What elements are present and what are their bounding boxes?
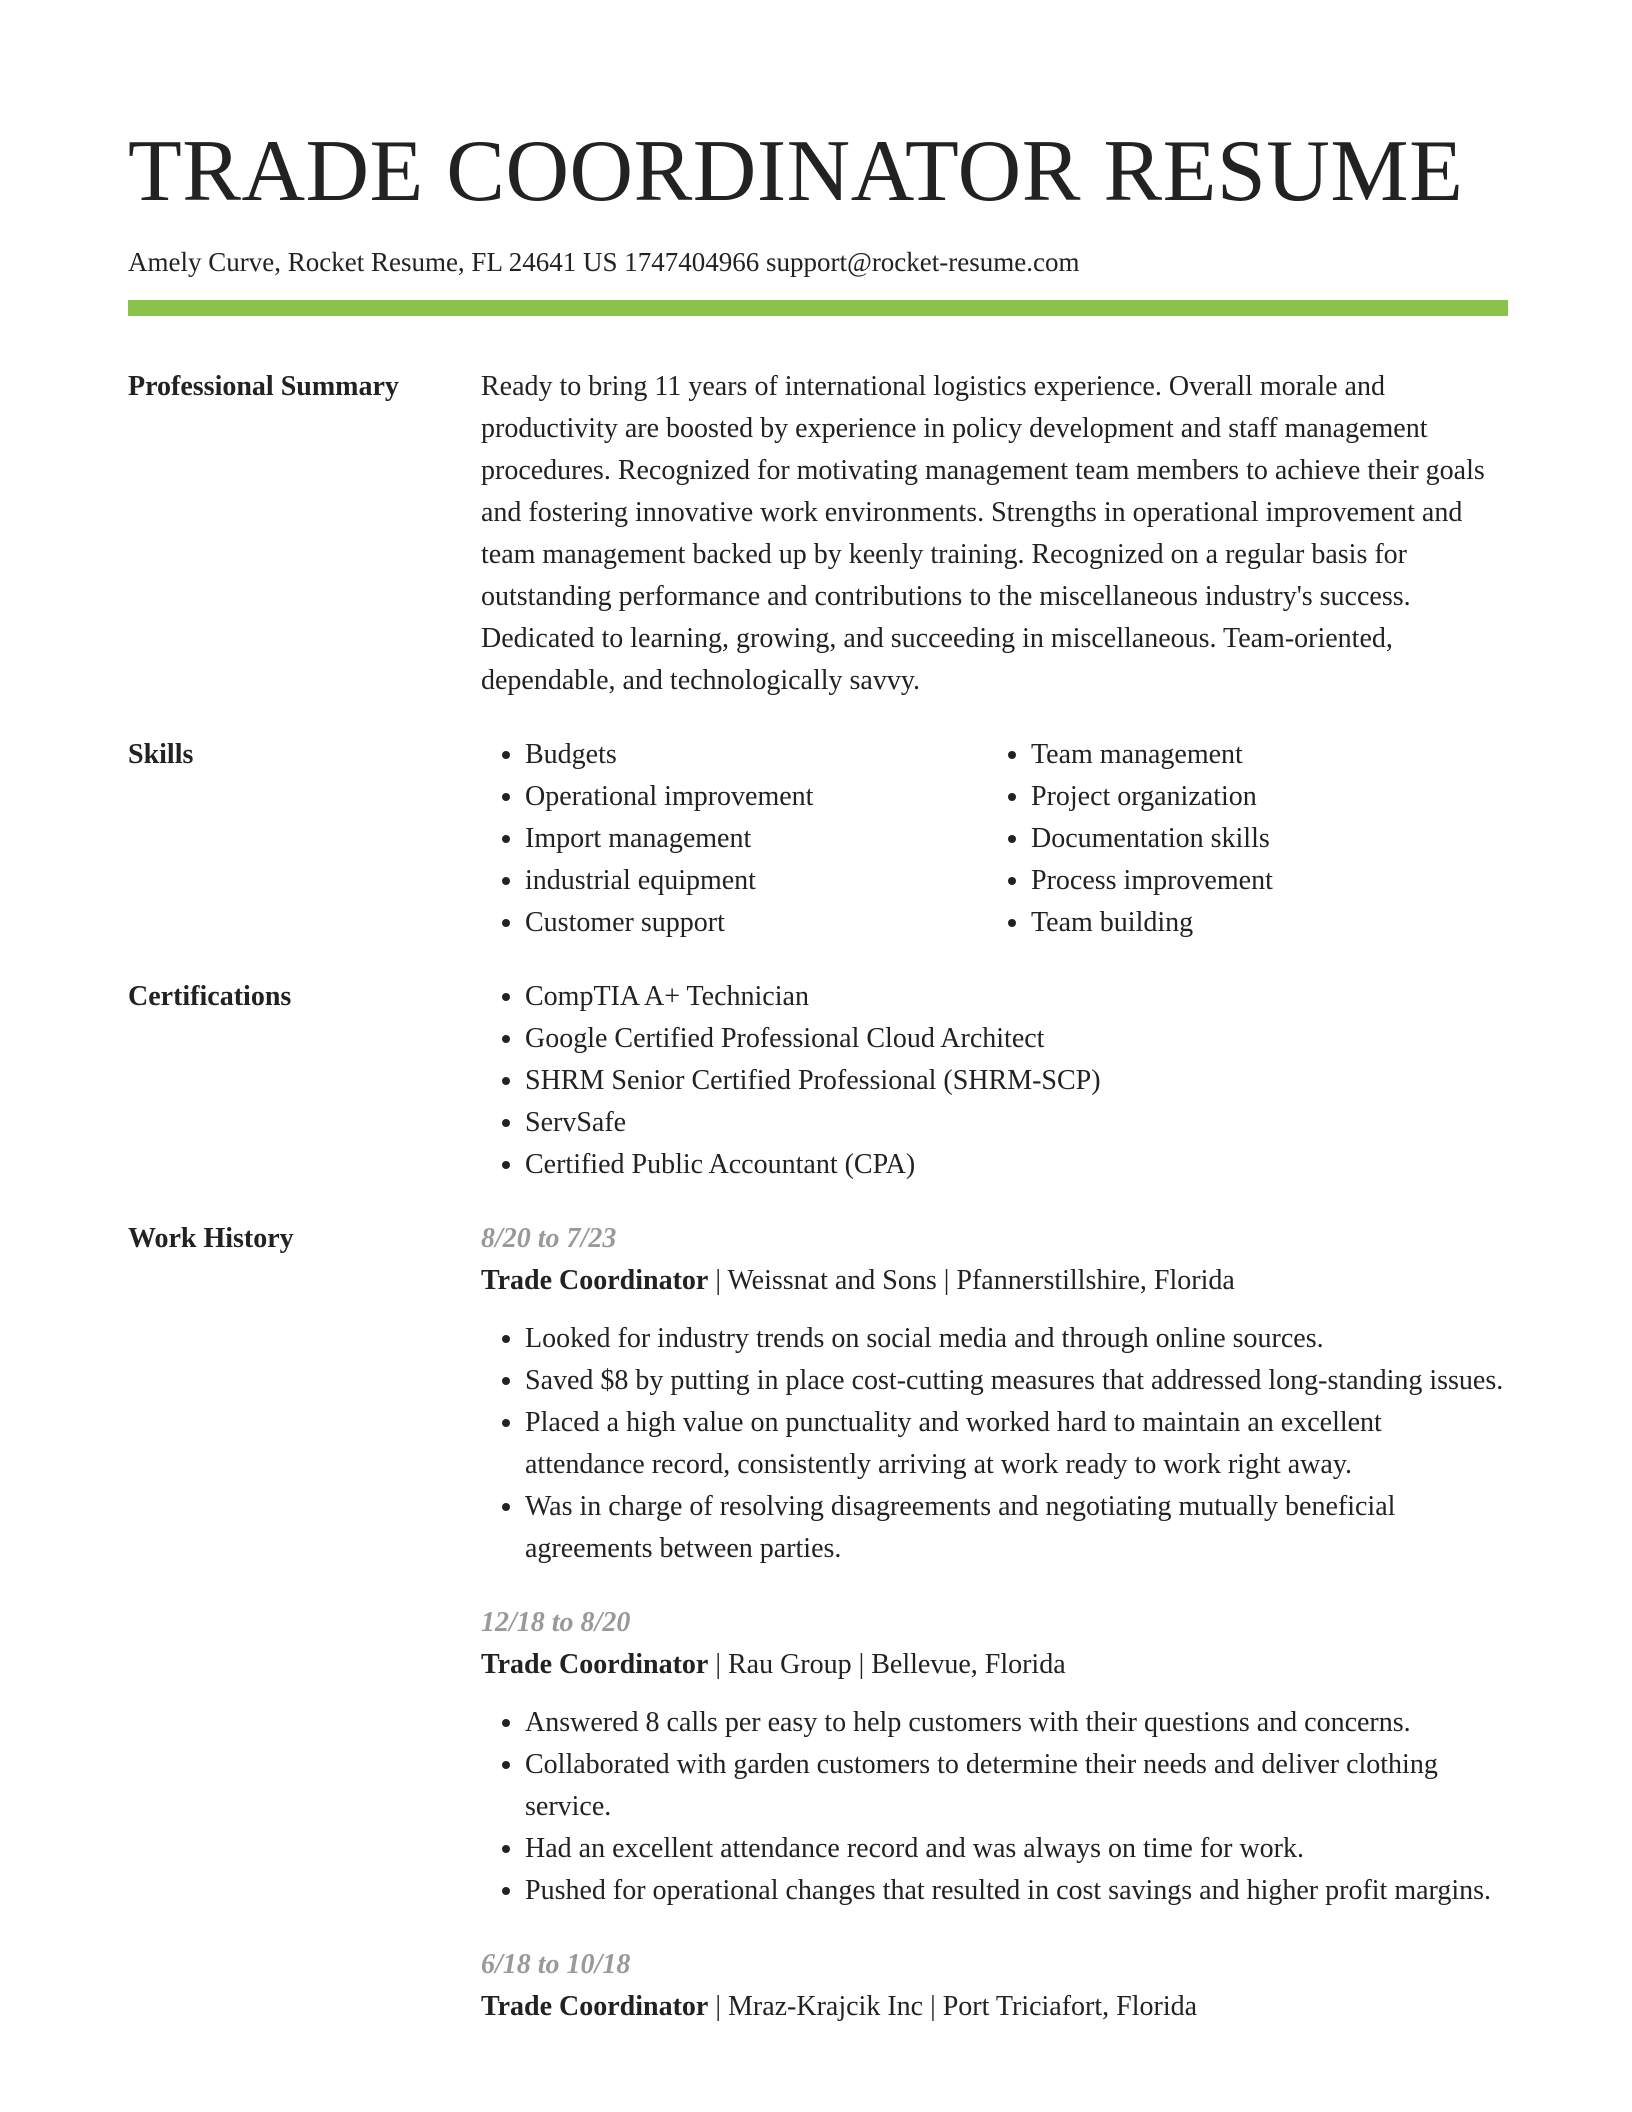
job-title: Trade Coordinator (481, 1991, 709, 2022)
work-history-body (481, 1218, 1508, 2060)
skill-item: • Operational improvement (525, 776, 987, 818)
section-label-skills: Skills (128, 739, 194, 770)
contact-line: Amely Curve, Rocket Resume, FL 24641 US 1747404966 support@rocket-resume.com (128, 247, 1080, 277)
separator: | (708, 1991, 728, 2022)
job-bullet: • Placed a high value on punctuality and worked hard to maintain an excellent attendance record, consistently arriving at work ready to work right away. (525, 1402, 1508, 1486)
skill-item: • Documentation skills (1031, 818, 1493, 860)
job-dates: 8/20 to 7/23 (481, 1223, 617, 1254)
job-bullet: • Had an excellent attendance record and was always on time for work. (525, 1828, 1508, 1870)
job-bullet: • Was in charge of resolving disagreements and negotiating mutually beneficial agreements between parties. (525, 1486, 1508, 1570)
separator: | (708, 1649, 728, 1680)
job-bullet: • Looked for industry trends on social media and through online sources. (525, 1318, 1508, 1360)
summary-body (481, 366, 1508, 702)
skills-list-1 (481, 734, 987, 944)
separator: | (708, 1265, 728, 1296)
job-dates: 6/18 to 10/18 (481, 1949, 631, 1980)
skills-grid (481, 734, 1508, 944)
certification-item: • Certified Public Accountant (CPA) (525, 1144, 1508, 1186)
skill-item: • Import management (525, 818, 987, 860)
certifications-list (481, 976, 1508, 1186)
job-location: Port Triciafort, Florida (942, 1991, 1198, 2022)
resume-page (128, 0, 1508, 2060)
job-company: Weissnat and Sons (727, 1265, 937, 1296)
skills-body (481, 734, 1508, 944)
skills-column-1 (481, 734, 987, 944)
accent-divider (128, 300, 1508, 316)
separator: | (936, 1265, 957, 1296)
summary-text: Ready to bring 11 years of international logistics experience. Overall morale and productivity are boosted by experience in policy development and staff management procedures. Recognized for motivating management team members to achieve their goals and fostering innovative work environments. Strengths in operational improvement and team management backed up by keenly training. Recognized on a regular basis for outstanding performance and contributions to the miscellaneous industry's success. Dedicated to learning, growing, and succeeding in miscellaneous. Team-oriented, dependable, and technologically savvy. (481, 371, 1485, 696)
work-history-section (128, 1218, 1508, 2060)
skill-item: • Budgets (525, 734, 987, 776)
skill-item: • Process improvement (1031, 860, 1493, 902)
job-bullets (481, 1318, 1508, 1570)
job-location: Bellevue, Florida (871, 1649, 1066, 1680)
separator: | (923, 1991, 943, 2022)
section-label-work-history: Work History (128, 1223, 294, 1254)
section-label-certifications: Certifications (128, 981, 292, 1012)
skills-list-2 (987, 734, 1493, 944)
job-entry (481, 1602, 1508, 1912)
certification-item: • CompTIA A+ Technician (525, 976, 1508, 1018)
job-heading (481, 1644, 1508, 1686)
certification-item: • Google Certified Professional Cloud Architect (525, 1018, 1508, 1060)
job-dates: 12/18 to 8/20 (481, 1607, 631, 1638)
job-entry (481, 1944, 1508, 2028)
skills-section (128, 734, 1508, 944)
job-company: Mraz-Krajcik Inc (727, 1991, 924, 2022)
skills-column-2 (987, 734, 1493, 944)
job-heading (481, 1260, 1508, 1302)
skill-item: • Customer support (525, 902, 987, 944)
resume-title: TRADE COORDINATOR RESUME (128, 123, 1464, 220)
skill-item: • Team building (1031, 902, 1493, 944)
job-bullet: • Answered 8 calls per easy to help customers with their questions and concerns. (525, 1702, 1508, 1744)
job-entry (481, 1218, 1508, 1570)
job-heading (481, 1986, 1508, 2028)
certification-item: • SHRM Senior Certified Professional (SHRM-SCP) (525, 1060, 1508, 1102)
job-bullet: • Pushed for operational changes that resulted in cost savings and higher profit margins. (525, 1870, 1508, 1912)
skill-item: • Team management (1031, 734, 1493, 776)
job-location: Pfannerstillshire, Florida (956, 1265, 1235, 1296)
skill-item: • industrial equipment (525, 860, 987, 902)
certifications-section (128, 976, 1508, 1186)
certification-item: • ServSafe (525, 1102, 1508, 1144)
job-title: Trade Coordinator (481, 1649, 709, 1680)
certifications-body (481, 976, 1508, 1186)
job-bullet: • Collaborated with garden customers to determine their needs and deliver clothing service. (525, 1744, 1508, 1828)
job-bullets (481, 1702, 1508, 1912)
job-bullet: • Saved $8 by putting in place cost-cutting measures that addressed long-standing issues. (525, 1360, 1508, 1402)
summary-section (128, 366, 1508, 702)
job-company: Rau Group (727, 1649, 852, 1680)
section-label-summary: Professional Summary (128, 371, 399, 402)
skill-item: • Project organization (1031, 776, 1493, 818)
job-title: Trade Coordinator (481, 1265, 709, 1296)
separator: | (851, 1649, 872, 1680)
